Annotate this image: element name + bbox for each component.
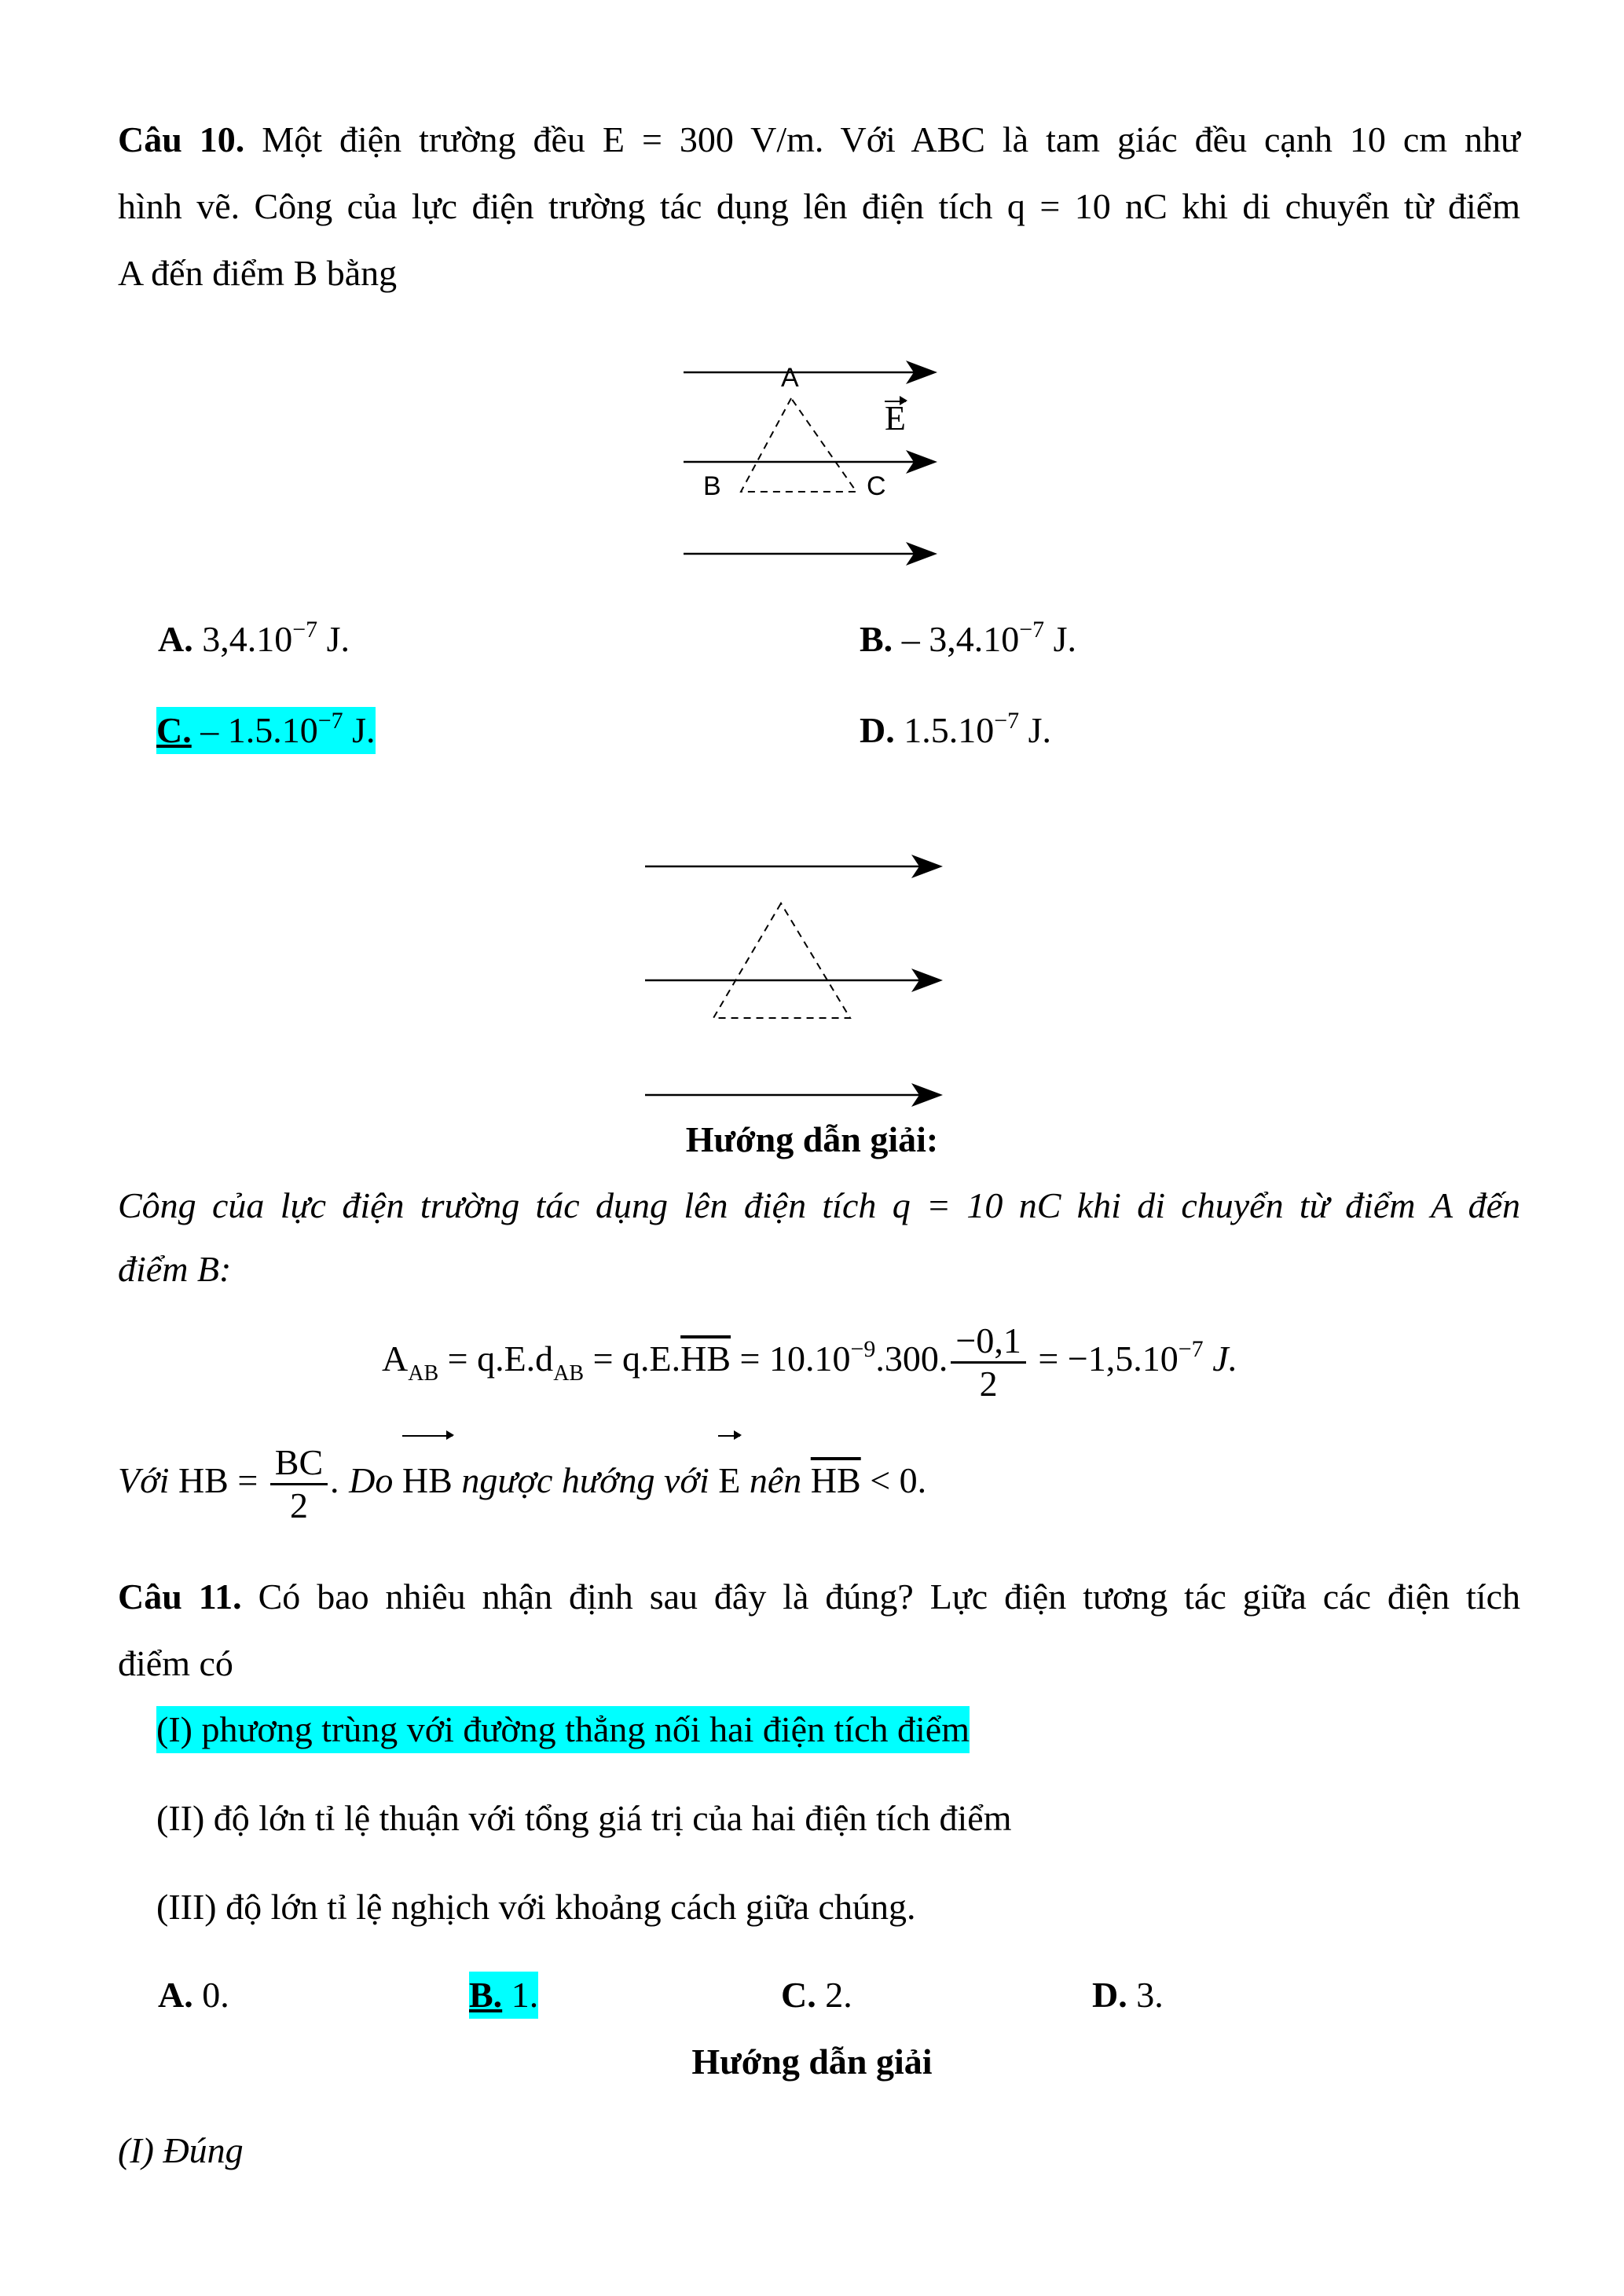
n-nguoc: ngược hướng với	[452, 1460, 719, 1500]
field-line-arrows-2	[645, 866, 939, 1095]
option-unit: J.	[1044, 619, 1077, 659]
option-key: A.	[158, 619, 193, 659]
q11-solution-title: Hướng dẫn giải	[691, 2041, 933, 2082]
option-key: B.	[469, 1975, 503, 2015]
option-key: A.	[158, 1975, 193, 2015]
n-do: . Do	[331, 1460, 402, 1500]
triangle-abc-1	[741, 398, 856, 492]
point-c-label: C	[867, 471, 886, 501]
option-exponent: −7	[1019, 617, 1045, 643]
option-exponent: −7	[292, 617, 318, 643]
q10-solution-line-1: Công của lực điện trường tác dụng lên điện tích q = 10 nC khi di chuyển từ điểm A đến	[118, 1185, 1520, 1225]
triangle-2	[713, 903, 850, 1018]
n-num: BC	[270, 1442, 328, 1485]
f-hb: $\overline{HB}$	[680, 1338, 731, 1379]
n-hb-vector: HB	[402, 1434, 453, 1528]
q10-text-1: Một điện trường đều E = 300 V/m. Với ABC là tam giác đều cạnh 10 cm như	[262, 119, 1520, 159]
n-voi: Với	[118, 1460, 170, 1500]
f-den: 2	[979, 1363, 998, 1404]
option-exponent: −7	[994, 708, 1020, 734]
option-exponent: −7	[317, 708, 343, 734]
f-eq4: .300.	[875, 1338, 948, 1379]
q10-option-b[interactable]	[860, 616, 1076, 663]
n-eq: =	[228, 1460, 267, 1500]
option-key: B.	[860, 619, 893, 659]
n-nen: nên	[740, 1460, 811, 1500]
q11-statement-3: (III) độ lớn tỉ lệ nghịch với khoảng cách giữa chúng.	[156, 1887, 916, 1927]
n-fraction	[270, 1442, 328, 1526]
q10-solution-title: Hướng dẫn giải:	[685, 1119, 939, 1159]
n-den: 2	[289, 1485, 308, 1525]
n-e-vector: E	[718, 1434, 740, 1528]
option-key: D.	[860, 710, 895, 750]
option-value: 2.	[816, 1975, 852, 2015]
q10-option-d[interactable]	[860, 707, 1051, 754]
q11-statement-1: (I) phương trùng với đường thẳng nối hai điện tích điểm	[156, 1706, 970, 1753]
option-value: – 3,4.10	[893, 619, 1020, 659]
option-value: 3.	[1127, 1975, 1164, 2015]
option-value: 1.5.10	[894, 710, 995, 750]
q11-option-c[interactable]	[781, 1972, 852, 2019]
q10-option-c-correct[interactable]	[156, 707, 376, 754]
work-formula	[382, 1312, 1237, 1406]
q10-line-3: A đến điểm B bằng	[118, 253, 398, 293]
hb-note	[118, 1434, 926, 1528]
option-key: C.	[781, 1975, 816, 2015]
f-unit: J.	[1203, 1338, 1238, 1379]
option-unit: J.	[343, 710, 376, 750]
option-unit: J.	[1019, 710, 1052, 750]
f-eq1: = q.E.d	[438, 1338, 554, 1379]
f-a: A	[382, 1338, 409, 1379]
option-unit: J.	[317, 619, 350, 659]
f-a-sub: AB	[408, 1361, 439, 1386]
option-value: 3,4.10	[202, 619, 293, 659]
f-eq3: = 10.10	[731, 1338, 851, 1379]
n-hb: HB	[178, 1460, 229, 1500]
f-exp1: −9	[850, 1336, 876, 1362]
point-b-label: B	[703, 471, 721, 501]
n-lt: < 0.	[860, 1460, 927, 1500]
q10-line-1	[118, 116, 1520, 163]
f-fraction	[951, 1320, 1025, 1404]
f-eq2: = q.E.	[584, 1338, 681, 1379]
q10-label: Câu 10.	[118, 119, 245, 159]
q11-line-1	[118, 1573, 1520, 1620]
option-value: – 1.5.10	[191, 710, 318, 750]
option-value: 0.	[192, 1975, 229, 2015]
q10-line-2: hình vẽ. Công của lực điện trường tác dụng lên điện tích q = 10 nC khi di chuyển từ điểm	[118, 186, 1520, 226]
option-key: C.	[156, 710, 192, 750]
q11-statement-2: (II) độ lớn tỉ lệ thuận với tổng giá trị của hai điện tích điểm	[156, 1798, 1012, 1838]
vector-e-label: E	[885, 399, 906, 438]
option-key: D.	[1092, 1975, 1127, 2015]
q11-label: Câu 11.	[118, 1576, 242, 1617]
option-value: 1.	[502, 1975, 539, 2015]
q11-text-1: Có bao nhiêu nhận định sau đây là đúng? Lực điện tương tác giữa các điện tích	[258, 1576, 1520, 1617]
q11-option-b-correct[interactable]	[469, 1972, 538, 2019]
n-hb-bar: $\overline{HB}$	[810, 1460, 861, 1500]
f-eq5: = −1,5.10	[1028, 1338, 1179, 1379]
q10-option-a[interactable]	[158, 616, 350, 663]
f-num: −0,1	[951, 1320, 1025, 1364]
q11-line-2: điểm có	[118, 1643, 233, 1683]
q11-solution-line-1: (I) Đúng	[118, 2130, 244, 2170]
q11-option-d[interactable]	[1092, 1972, 1164, 2019]
f-exp2: −7	[1178, 1336, 1204, 1362]
q11-option-a[interactable]	[158, 1972, 229, 2019]
q10-solution-line-2: điểm B:	[118, 1249, 232, 1289]
point-a-label: A	[781, 363, 799, 393]
f-d-sub: AB	[553, 1361, 585, 1386]
